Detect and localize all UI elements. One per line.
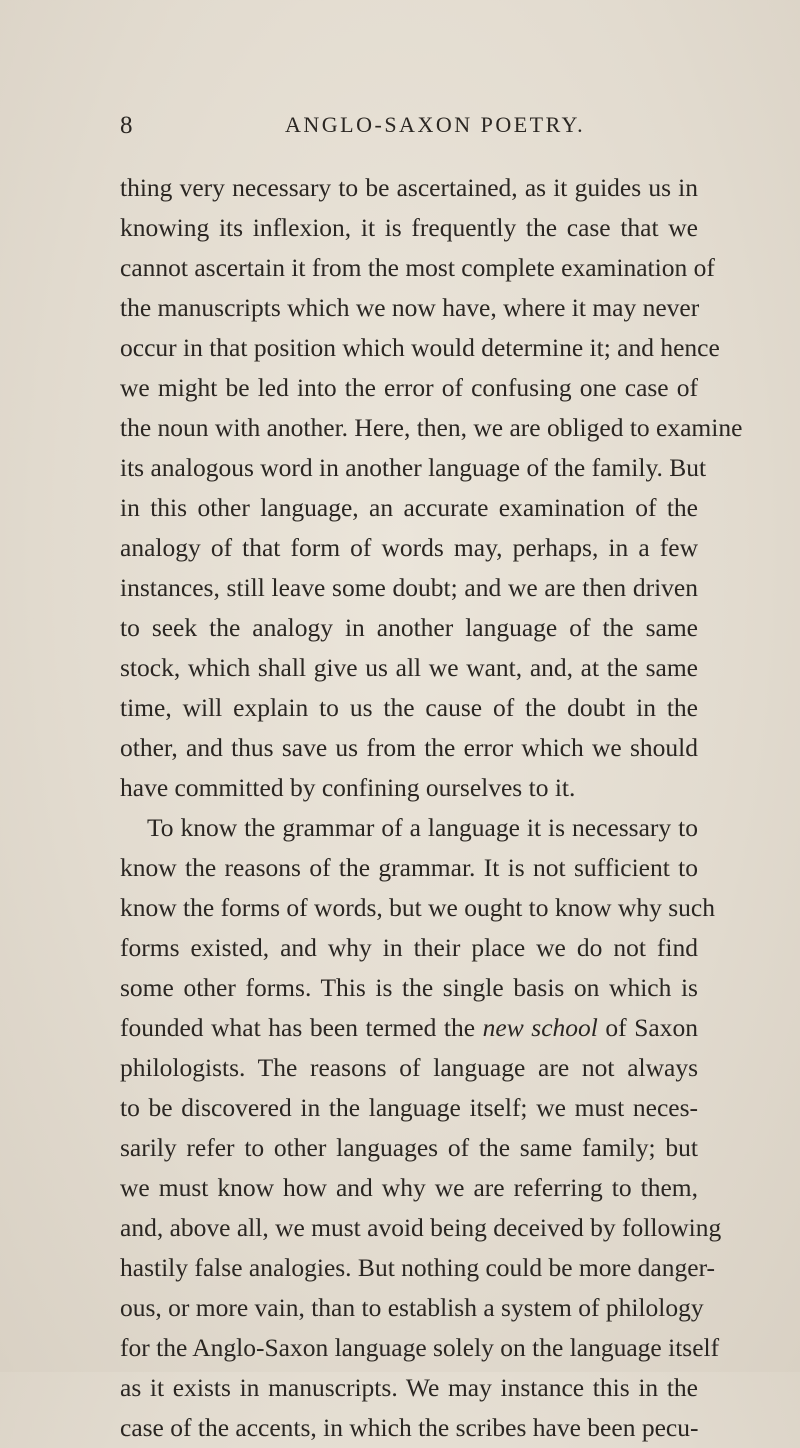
text-line: sarily refer to other languages of the same family; but <box>120 1133 698 1162</box>
text-line: To know the grammar of a language it is necessary to <box>147 813 698 842</box>
text-line: instances, still leave some doubt; and we are then driven <box>120 573 698 602</box>
text-line: know the forms of words, but we ought to know why such <box>120 893 715 922</box>
body-text <box>120 168 743 1448</box>
text-line: we must know how and why we are referring to them, <box>120 1173 698 1202</box>
page-number: 8 <box>120 112 133 139</box>
text-line: knowing its inflexion, it is frequently the case that we <box>120 213 698 242</box>
text-line: analogy of that form of words may, perhaps, in a few <box>120 533 698 562</box>
text-line: philologists. The reasons of language are not always <box>120 1053 698 1082</box>
text-line: stock, which shall give us all we want, and, at the same <box>120 653 698 682</box>
text-line: as it exists in manuscripts. We may instance this in the <box>120 1373 698 1402</box>
text-line: have committed by confining ourselves to it. <box>120 773 576 802</box>
text-line: forms existed, and why in their place we do not find <box>120 933 698 962</box>
text-line: time, will explain to us the cause of the doubt in the <box>120 693 698 722</box>
text-line: for the Anglo-Saxon language solely on the language itself <box>120 1333 720 1362</box>
page-header <box>120 112 700 152</box>
text-line: the noun with another. Here, then, we are obliged to examine <box>120 413 743 442</box>
text-line: cannot ascertain it from the most complete examination of <box>120 253 715 282</box>
text-line: to seek the analogy in another language of the same <box>120 613 698 642</box>
text-line: case of the accents, in which the scribes have been pecu- <box>120 1413 699 1442</box>
text-line: thing very necessary to be ascertained, as it guides us in <box>120 173 698 202</box>
text-line: hastily false analogies. But nothing could be more danger- <box>120 1253 716 1282</box>
text-line: know the reasons of the grammar. It is not sufficient to <box>120 853 698 882</box>
text-line: other, and thus save us from the error which we should <box>120 733 698 762</box>
text-line: to be discovered in the language itself; we must neces- <box>120 1093 698 1122</box>
text-line: we might be led into the error of confusing one case of <box>120 373 698 402</box>
text-line: ous, or more vain, than to establish a system of philology <box>120 1293 704 1322</box>
running-head: ANGLO-SAXON POETRY. <box>285 112 586 137</box>
text-line: its analogous word in another language of the family. But <box>120 453 707 482</box>
text-line: in this other language, an accurate examination of the <box>120 493 698 522</box>
text-line: the manuscripts which we now have, where it may never <box>120 293 700 322</box>
text-line: and, above all, we must avoid being deceived by following <box>120 1213 722 1242</box>
text-line: occur in that position which would determine it; and hence <box>120 333 720 362</box>
text-line: some other forms. This is the single basis on which is <box>120 973 698 1002</box>
italic-term: new school <box>482 1013 598 1042</box>
text-line: founded what has been termed the new school of Saxon <box>120 1013 698 1042</box>
